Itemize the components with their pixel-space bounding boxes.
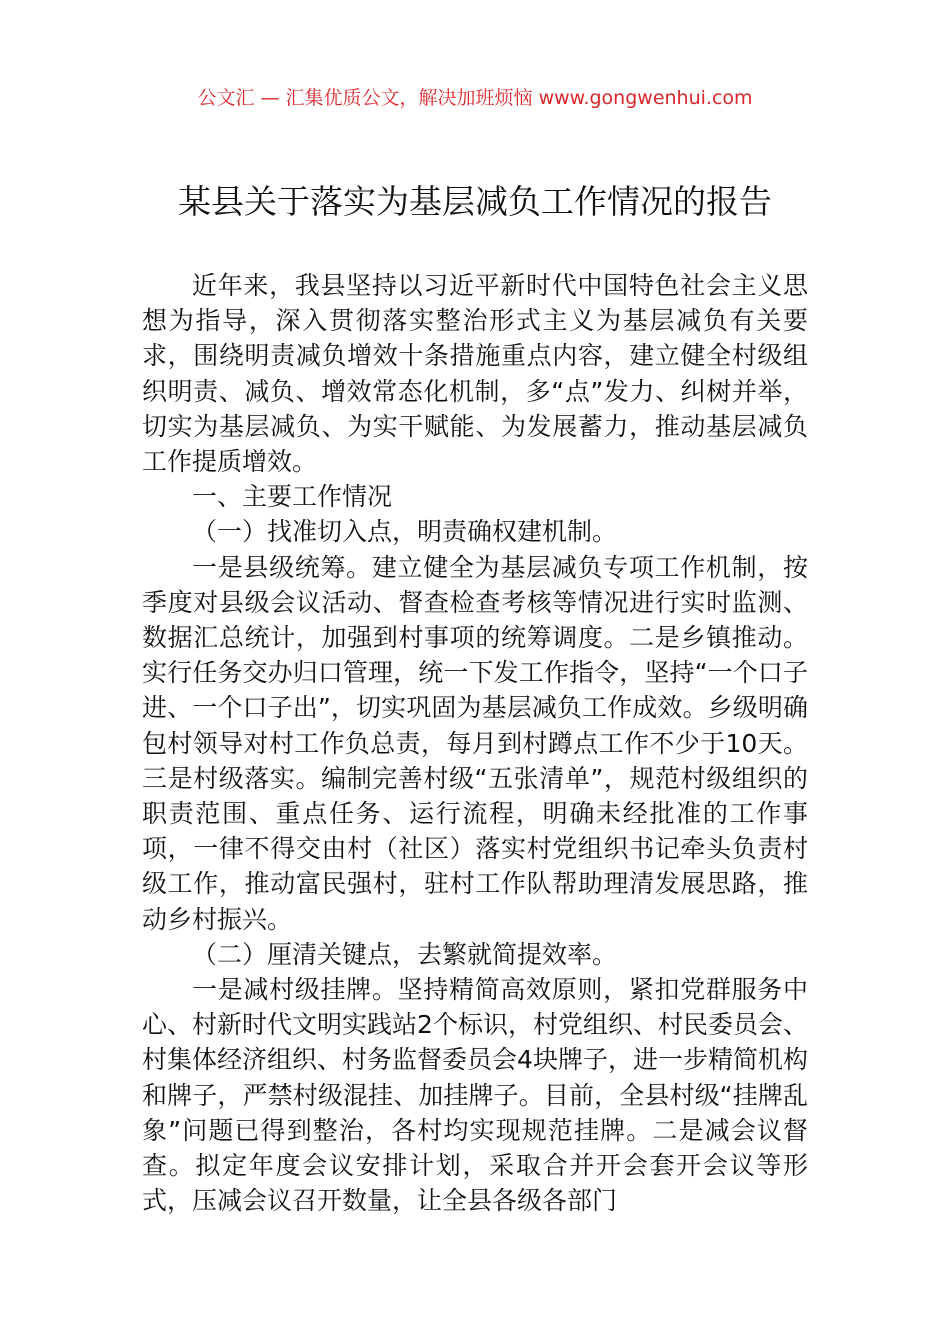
website-banner: 公文汇 — 汇集优质公文，解决加班烦恼 www.gongwenhui.com bbox=[197, 87, 753, 109]
subsection-heading-2: （二）厘清关键点，去繁就简提效率。 bbox=[192, 939, 618, 969]
section-heading-main-work: 一、主要工作情况 bbox=[192, 482, 393, 512]
paragraph-subsection-2: 一是减村级挂牌。坚持精简高效原则，紧扣党群服务中心、村新时代文明实践站2个标识，村党组织、村民委员会、村集体经济组织、村务监督委员会4块牌子，进一步精简机构和牌子，严禁村级混挂、加挂牌子。目前，全县村级“挂牌乱象”问题已得到整治，各村均实现规范挂牌。二是减会议督查。拟定年度会议安排计划，采取合并开会套开会议等形式，压减会议召开数量，让全县各级各部门 bbox=[142, 975, 808, 1216]
paragraph-intro: 近年来，我县坚持以习近平新时代中国特色社会主义思想为指导，深入贯彻落实整治形式主义为基层减负有关要求，围绕明责减负增效十条措施重点内容，建立健全村级组织明责、减负、增效常态化机制，多“点”发力、纠树并举，切实为基层减负、为实干赋能、为发展蓄力，推动基层减负工作提质增效。 bbox=[142, 271, 808, 477]
paragraph-subsection-1: 一是县级统筹。建立健全为基层减负专项工作机制，按季度对县级会议活动、督查检查考核等情况进行实时监测、数据汇总统计，加强到村事项的统筹调度。二是乡镇推动。实行任务交办归口管理，统一下发工作指令，坚持“一个口子进、一个口子出”，切实巩固为基层减负工作成效。乡级明确包村领导对村工作负总责，每月到村蹲点工作不少于10天。三是村级落实。编制完善村级“五张清单”，规范村级组织的职责范围、重点任务、运行流程，明确未经批准的工作事项，一律不得交由村（社区）落实村党组织书记牵头负责村级工作，推动富民强村，驻村工作队帮助理清发展思路，推动乡村振兴。 bbox=[142, 552, 808, 934]
subsection-heading-1: （一）找准切入点，明责确权建机制。 bbox=[192, 517, 618, 547]
document-body bbox=[142, 268, 808, 1218]
document-title: 某县关于落实为基层减负工作情况的报告 bbox=[178, 182, 772, 221]
